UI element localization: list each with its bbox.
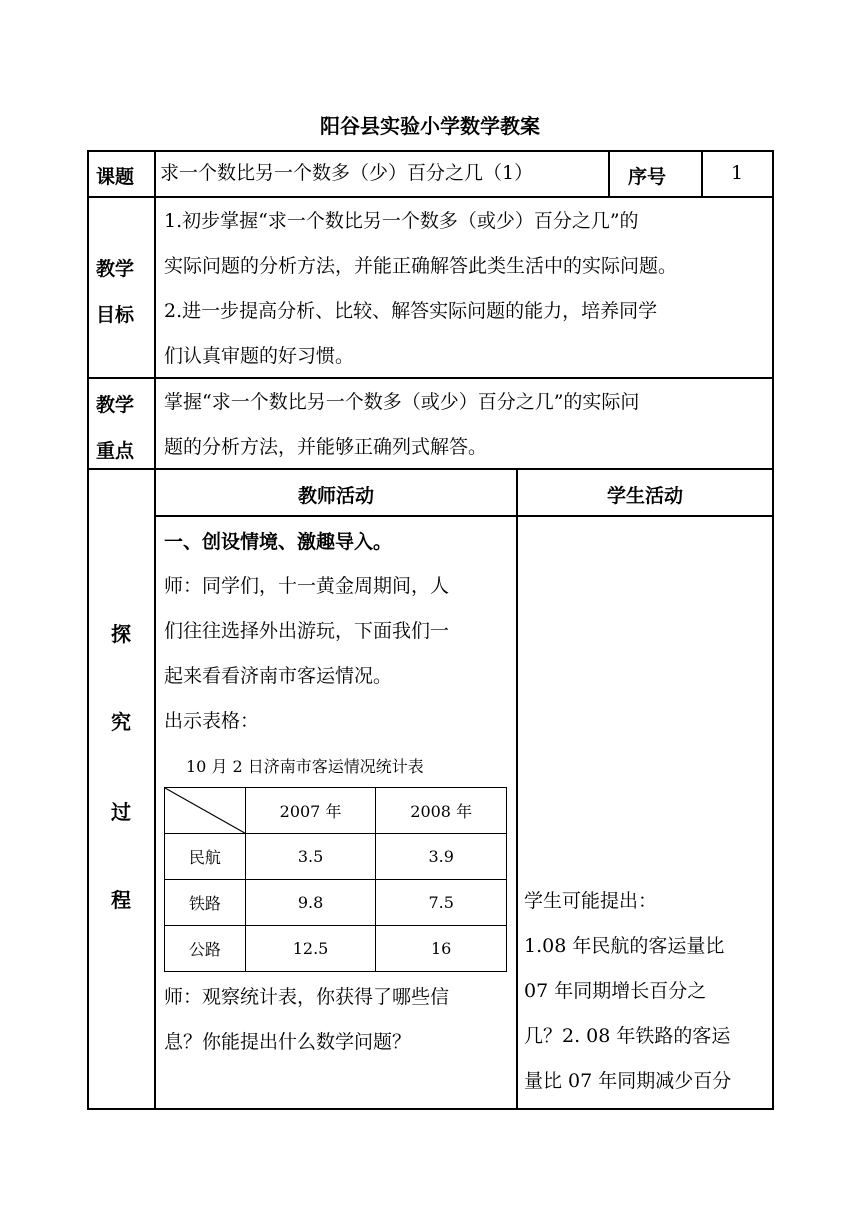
key-points-line: 掌握“求一个数比另一个数多（或少）百分之几”的实际问 — [164, 391, 640, 413]
key-points-label-line2: 重点 — [96, 440, 135, 462]
stats-table — [164, 787, 507, 972]
process-label-char: 过 — [111, 800, 131, 824]
teacher-line: 师：同学们，十一黄金周期间，人 — [164, 575, 450, 597]
label-column-divider — [154, 150, 156, 1110]
table-border-bottom — [87, 1108, 774, 1110]
document-title: 阳谷县实验小学数学教案 — [320, 114, 540, 138]
header-divider — [608, 150, 610, 197]
stats-table-title: 10 月 2 日济南市客运情况统计表 — [186, 757, 424, 776]
teacher-line: 起来看看济南市客运情况。 — [164, 665, 393, 687]
sequence-label: 序号 — [628, 166, 667, 188]
student-line: 几？2. 08 年铁路的客运 — [524, 1025, 731, 1047]
stats-col-header-2008: 2008 年 — [376, 788, 507, 834]
row-name: 铁路 — [165, 880, 246, 926]
goals-line: 2.进一步提高分析、比较、解答实际问题的能力，培养同学 — [164, 300, 658, 322]
row-divider — [155, 515, 774, 517]
process-label-char: 究 — [111, 710, 131, 734]
sequence-value: 1 — [731, 162, 744, 184]
process-label-char: 探 — [111, 622, 131, 646]
table-row — [165, 926, 507, 972]
key-points-label-line1: 教学 — [96, 394, 135, 416]
stats-diagonal-corner — [165, 788, 246, 834]
row-value-2007: 3.5 — [245, 834, 376, 880]
goals-line: 1.初步掌握“求一个数比另一个数多（或少）百分之几”的 — [164, 210, 639, 232]
student-line: 07 年同期增长百分之 — [524, 980, 707, 1002]
goals-line: 们认真审题的好习惯。 — [164, 345, 355, 367]
topic-label: 课题 — [96, 166, 135, 188]
teacher-line: 们往往选择外出游玩，下面我们一 — [164, 620, 450, 642]
process-label-char: 程 — [111, 888, 131, 912]
stats-col-header-2007: 2007 年 — [245, 788, 376, 834]
row-value-2008: 7.5 — [376, 880, 507, 926]
section-title: 一、创设情境、激趣导入。 — [164, 531, 393, 553]
row-value-2008: 3.9 — [376, 834, 507, 880]
row-value-2007: 9.8 — [245, 880, 376, 926]
table-row — [165, 834, 507, 880]
teacher-line: 出示表格： — [164, 710, 260, 732]
key-points-line: 题的分析方法，并能够正确列式解答。 — [164, 436, 488, 458]
student-activity-header: 学生活动 — [606, 485, 683, 507]
student-line: 1.08 年民航的客运量比 — [524, 935, 725, 957]
teacher-line: 师：观察统计表，你获得了哪些信 — [164, 986, 450, 1008]
topic-value: 求一个数比另一个数多（少）百分之几（1） — [160, 162, 534, 184]
activity-column-divider — [516, 468, 518, 1110]
goals-label-line1: 教学 — [96, 258, 135, 280]
row-name: 公路 — [165, 926, 246, 972]
goals-line: 实际问题的分析方法，并能正确解答此类生活中的实际问题。 — [164, 255, 678, 277]
student-line: 量比 07 年同期减少百分 — [524, 1070, 732, 1092]
row-value-2008: 16 — [376, 926, 507, 972]
row-name: 民航 — [165, 834, 246, 880]
table-border-right — [772, 150, 774, 1110]
teacher-activity-header: 教师活动 — [297, 485, 374, 507]
header-divider — [701, 150, 703, 197]
goals-label-line2: 目标 — [96, 304, 135, 326]
student-line: 学生可能提出： — [524, 890, 658, 912]
table-row — [165, 880, 507, 926]
teacher-line: 息？你能提出什么数学问题？ — [164, 1031, 412, 1053]
row-value-2007: 12.5 — [245, 926, 376, 972]
